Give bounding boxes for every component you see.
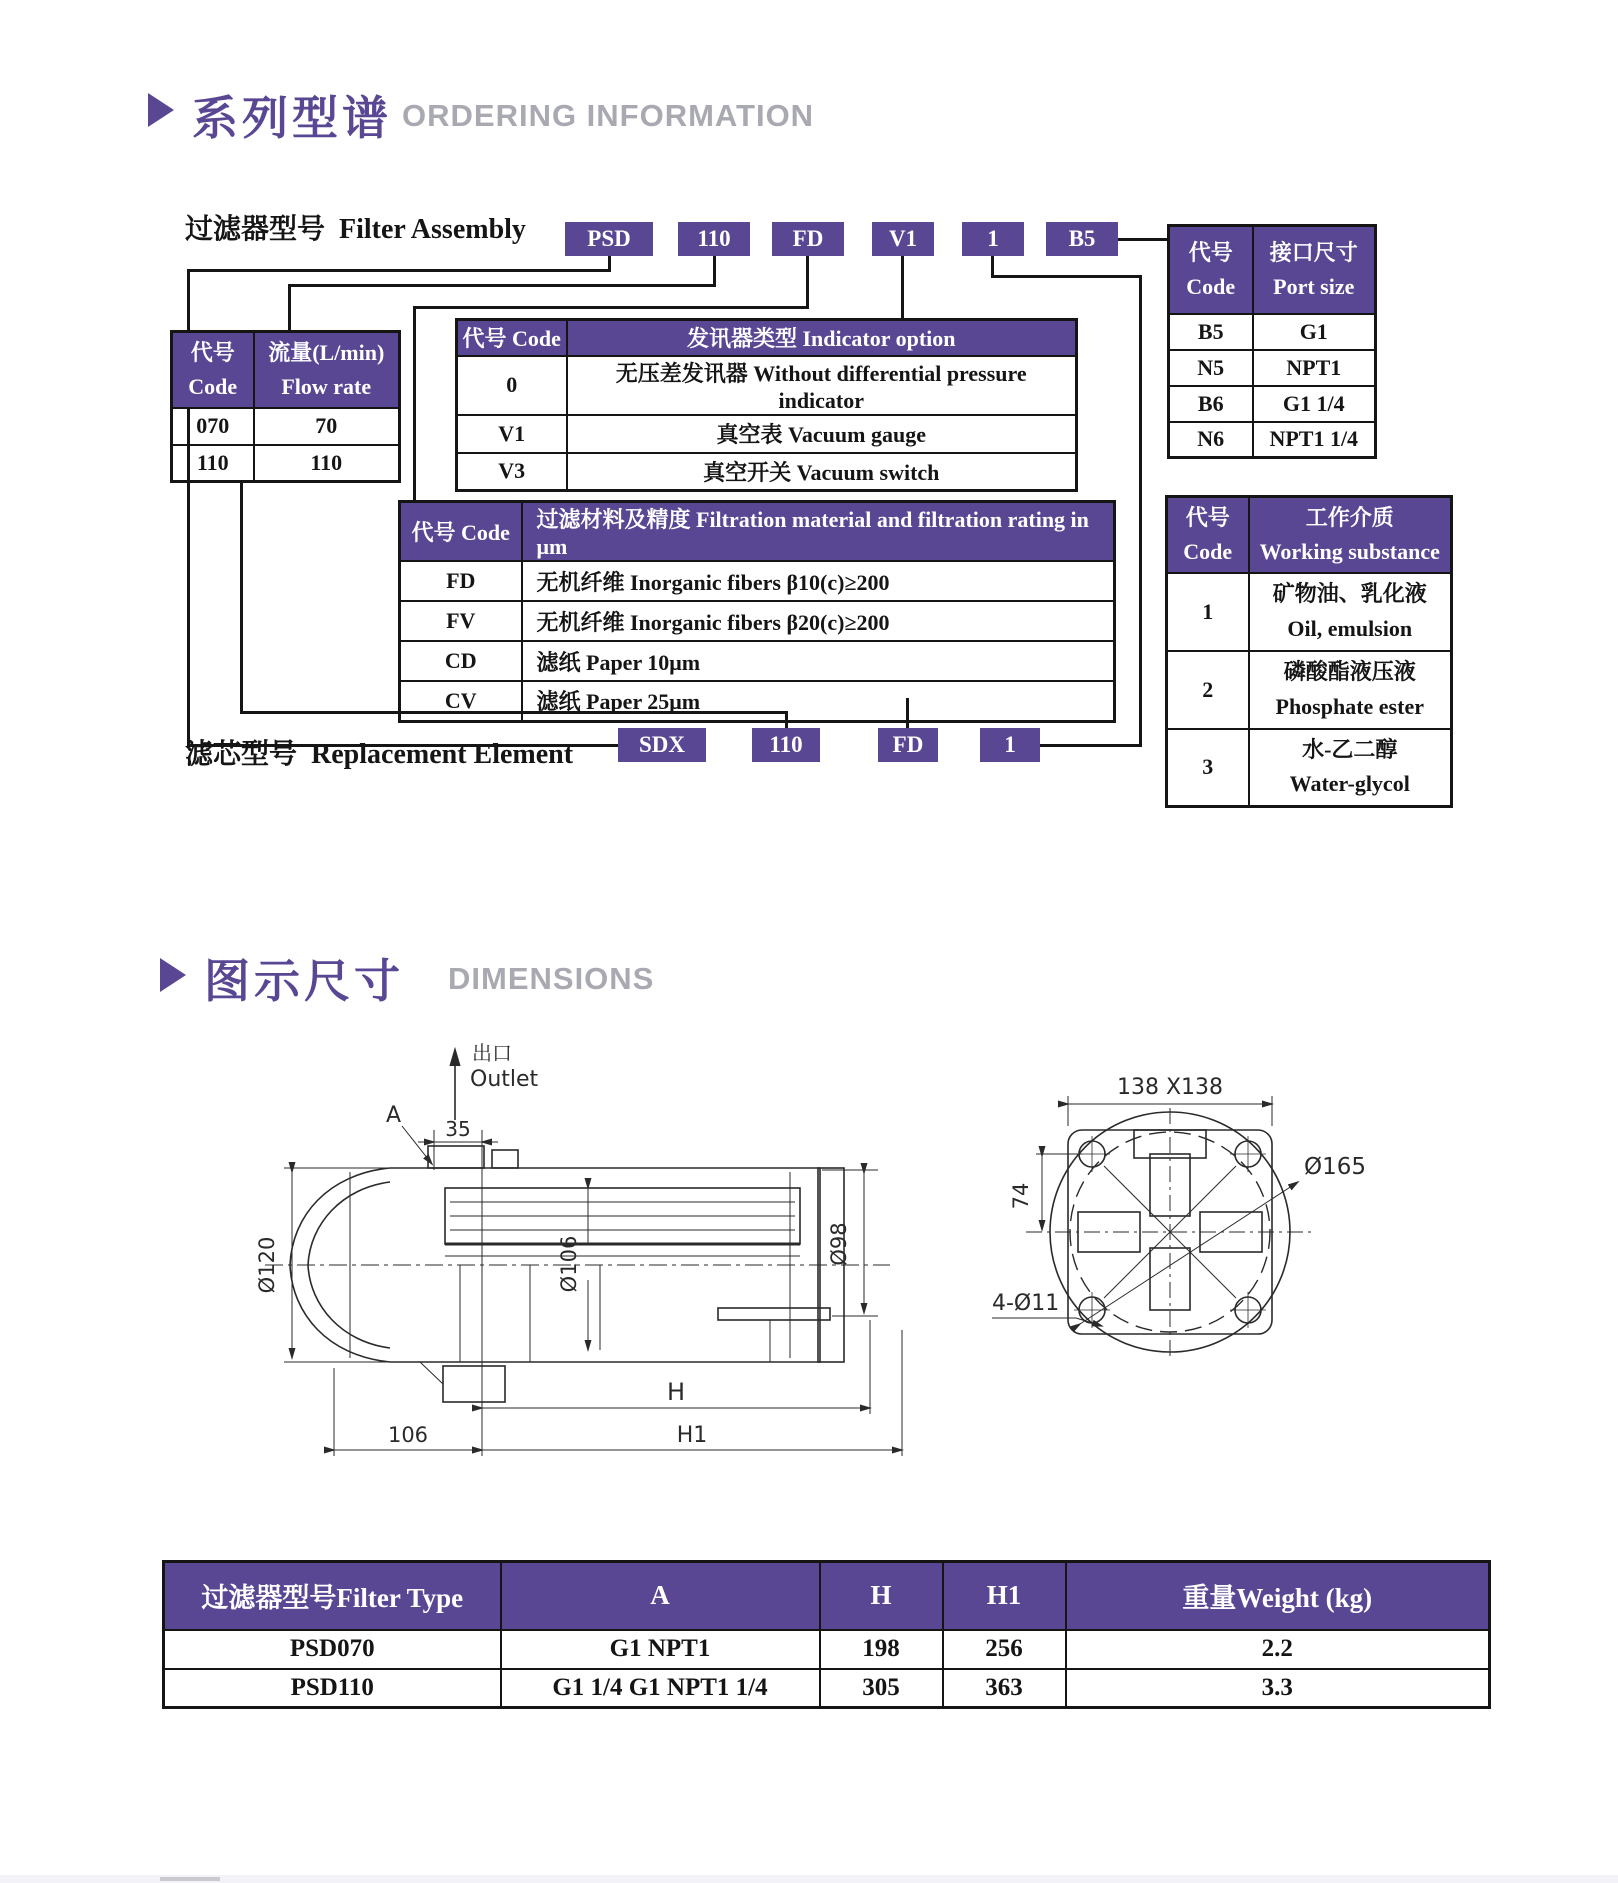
table-row <box>172 445 400 482</box>
flow-header-code <box>172 332 254 408</box>
filter-assembly-label <box>185 207 526 247</box>
cell: 3.3 <box>1066 1669 1490 1708</box>
cell: 110 <box>254 445 400 482</box>
table-row <box>164 1669 1490 1708</box>
connector-line <box>991 275 1141 278</box>
dim-label-h: H <box>666 1378 686 1406</box>
cell: 70 <box>254 408 400 445</box>
filtration-material-table <box>398 500 1116 723</box>
header-line: 接口尺寸 <box>1269 239 1358 265</box>
section-arrow-icon <box>148 93 174 127</box>
element-code-box-sdx: SDX <box>618 728 706 762</box>
cell: 滤纸 Paper 10μm <box>522 641 1115 681</box>
assembly-code-box-v1: V1 <box>872 222 934 256</box>
dim-label-35: 35 <box>445 1117 471 1141</box>
connector-line <box>413 306 416 500</box>
cell: PSD110 <box>164 1669 501 1708</box>
filter-dimensions-table <box>162 1560 1491 1709</box>
header-line: Flow rate <box>281 373 372 399</box>
table-row <box>400 601 1115 641</box>
cell-line: Oil, emulsion <box>1287 615 1413 641</box>
cell: G1 NPT1 <box>501 1630 820 1669</box>
flow-rate-table <box>170 330 401 483</box>
dim-label-106: 106 <box>387 1423 429 1447</box>
dim-header-a: A <box>501 1562 820 1630</box>
connector-line <box>240 480 243 714</box>
connector-line <box>713 256 716 287</box>
table-row <box>1167 651 1452 729</box>
filter-assembly-label-zh: 过滤器型号 <box>185 214 326 245</box>
header-line: 代号 <box>1188 239 1233 265</box>
cell: 110 <box>172 445 254 482</box>
header-line: Code <box>1186 273 1236 299</box>
cell: N6 <box>1169 422 1253 458</box>
dim-label-4d11: 4-Ø11 <box>992 1291 1060 1316</box>
cell: G1 1/4 <box>1253 386 1376 422</box>
section2-title-en: DIMENSIONS <box>448 961 655 996</box>
cell: 256 <box>943 1630 1066 1669</box>
indicator-option-table <box>455 318 1078 492</box>
indicator-header-code: 代号 Code <box>457 320 567 356</box>
page-footer-strip <box>0 1875 1618 1883</box>
port-header-code <box>1169 226 1253 314</box>
header-line: 代号 <box>1185 504 1230 530</box>
cell: B6 <box>1169 386 1253 422</box>
table-row <box>1169 350 1376 386</box>
header-line: Code <box>1183 538 1233 564</box>
section2-title-zh: 图示尺寸 <box>204 955 404 1007</box>
cell: 3 <box>1167 729 1249 807</box>
dim-header-h1: H1 <box>943 1562 1066 1630</box>
dim-header-filter-type: 过滤器型号Filter Type <box>164 1562 501 1630</box>
dim-label-h1: H1 <box>676 1423 708 1448</box>
connector-line <box>288 284 291 330</box>
header-line: Code <box>188 373 238 399</box>
cell <box>1249 729 1452 807</box>
replacement-element-label-en: Replacement Element <box>311 739 574 770</box>
assembly-code-box-fd: FD <box>772 222 844 256</box>
working-substance-table <box>1165 495 1453 808</box>
cell-line: Water-glycol <box>1289 771 1410 797</box>
assembly-code-box-psd: PSD <box>565 222 653 256</box>
cell: 2.2 <box>1066 1630 1490 1669</box>
cell: 滤纸 Paper 25μm <box>522 681 1115 721</box>
dim-label-d120: Ø120 <box>255 1236 279 1294</box>
connector-line <box>1118 238 1167 241</box>
dim-label-74: 74 <box>1009 1182 1033 1210</box>
table-row <box>457 415 1077 453</box>
header-line: Working substance <box>1259 538 1440 564</box>
cell: CV <box>400 681 522 721</box>
connector-line <box>413 306 809 309</box>
table-row <box>164 1630 1490 1669</box>
cell-line: 矿物油、乳化液 <box>1272 581 1427 607</box>
section1-title-en: ORDERING INFORMATION <box>402 98 815 133</box>
connector-line <box>187 269 611 272</box>
table-row <box>1169 314 1376 350</box>
section-arrow-icon <box>160 958 186 992</box>
cell: 无压差发讯器 Without differential pressure indicator <box>567 356 1077 415</box>
connector-line <box>288 284 716 287</box>
assembly-code-box-1: 1 <box>962 222 1024 256</box>
cell: 无机纤维 Inorganic fibers β20(c)≥200 <box>522 601 1115 641</box>
replacement-element-label-zh: 滤芯型号 <box>185 739 298 770</box>
table-row <box>457 453 1077 491</box>
connector-line <box>901 256 904 318</box>
cell: PSD070 <box>164 1630 501 1669</box>
outlet-label-en: Outlet <box>470 1067 539 1092</box>
outlet-label-zh: 出口 <box>472 1041 512 1065</box>
cell: NPT1 <box>1253 350 1376 386</box>
dim-header-weight: 重量Weight (kg) <box>1066 1562 1490 1630</box>
cell: 真空表 Vacuum gauge <box>567 415 1077 453</box>
cell: 真空开关 Vacuum switch <box>567 453 1077 491</box>
cell: 070 <box>172 408 254 445</box>
cell-line: 水-乙二醇 <box>1302 737 1398 763</box>
filtration-header-desc: 过滤材料及精度 Filtration material and filtration rating in μm <box>522 502 1115 562</box>
cell: G1 <box>1253 314 1376 350</box>
dim-label-d98: Ø98 <box>827 1222 851 1266</box>
dim-label-138x138: 138 X138 <box>1116 1075 1224 1100</box>
cell: 1 <box>1167 573 1249 651</box>
connector-line <box>1139 275 1142 747</box>
cell: N5 <box>1169 350 1253 386</box>
connector-line <box>806 256 809 309</box>
indicator-header-option: 发讯器类型 Indicator option <box>567 320 1077 356</box>
flow-header-rate <box>254 332 400 408</box>
connector-line <box>1040 744 1142 747</box>
header-line: Port size <box>1273 273 1355 299</box>
dim-header-h: H <box>820 1562 943 1630</box>
header-line: 工作介质 <box>1305 504 1394 530</box>
table-row <box>1169 386 1376 422</box>
cell: V1 <box>457 415 567 453</box>
section1-title-zh: 系列型谱 <box>192 92 392 144</box>
cell: 198 <box>820 1630 943 1669</box>
table-row <box>1169 422 1376 458</box>
table-row <box>1167 729 1452 807</box>
header-line: 代号 <box>190 339 235 365</box>
dim-label-d165: Ø165 <box>1304 1154 1367 1180</box>
table-row <box>1167 573 1452 651</box>
table-row <box>400 641 1115 681</box>
substance-header-medium <box>1249 497 1452 573</box>
table-row <box>400 681 1115 721</box>
cell-line: Phosphate ester <box>1275 693 1424 719</box>
replacement-element-label <box>185 732 573 772</box>
cell: 363 <box>943 1669 1066 1708</box>
filtration-header-code: 代号 Code <box>400 502 522 562</box>
filter-assembly-label-en: Filter Assembly <box>339 214 526 245</box>
header-line: 流量(L/min) <box>268 339 385 365</box>
cell: FD <box>400 561 522 601</box>
port-size-table <box>1167 224 1377 459</box>
element-code-box-1: 1 <box>980 728 1040 762</box>
cell: 2 <box>1167 651 1249 729</box>
cell <box>1249 573 1452 651</box>
dim-label-d106: Ø106 <box>557 1235 581 1293</box>
port-header-size <box>1253 226 1376 314</box>
cell: 无机纤维 Inorganic fibers β10(c)≥200 <box>522 561 1115 601</box>
cell <box>1249 651 1452 729</box>
assembly-code-box-b5: B5 <box>1046 222 1118 256</box>
cell-line: 磷酸酯液压液 <box>1283 659 1416 685</box>
dim-label-a: A <box>386 1103 402 1128</box>
assembly-code-box-110: 110 <box>678 222 750 256</box>
cell: G1 1/4 G1 NPT1 1/4 <box>501 1669 820 1708</box>
cell: CD <box>400 641 522 681</box>
side-view <box>265 1050 902 1456</box>
cell: 0 <box>457 356 567 415</box>
footer-smudge <box>160 1877 220 1881</box>
cell: NPT1 1/4 <box>1253 422 1376 458</box>
cell: V3 <box>457 453 567 491</box>
substance-header-code <box>1167 497 1249 573</box>
technical-drawing <box>230 1020 1480 1490</box>
cell: B5 <box>1169 314 1253 350</box>
element-code-box-fd: FD <box>878 728 938 762</box>
element-code-box-110: 110 <box>752 728 820 762</box>
end-view <box>992 1096 1316 1358</box>
cell: FV <box>400 601 522 641</box>
table-row <box>457 356 1077 415</box>
table-row <box>172 408 400 445</box>
cell: 305 <box>820 1669 943 1708</box>
table-row <box>400 561 1115 601</box>
